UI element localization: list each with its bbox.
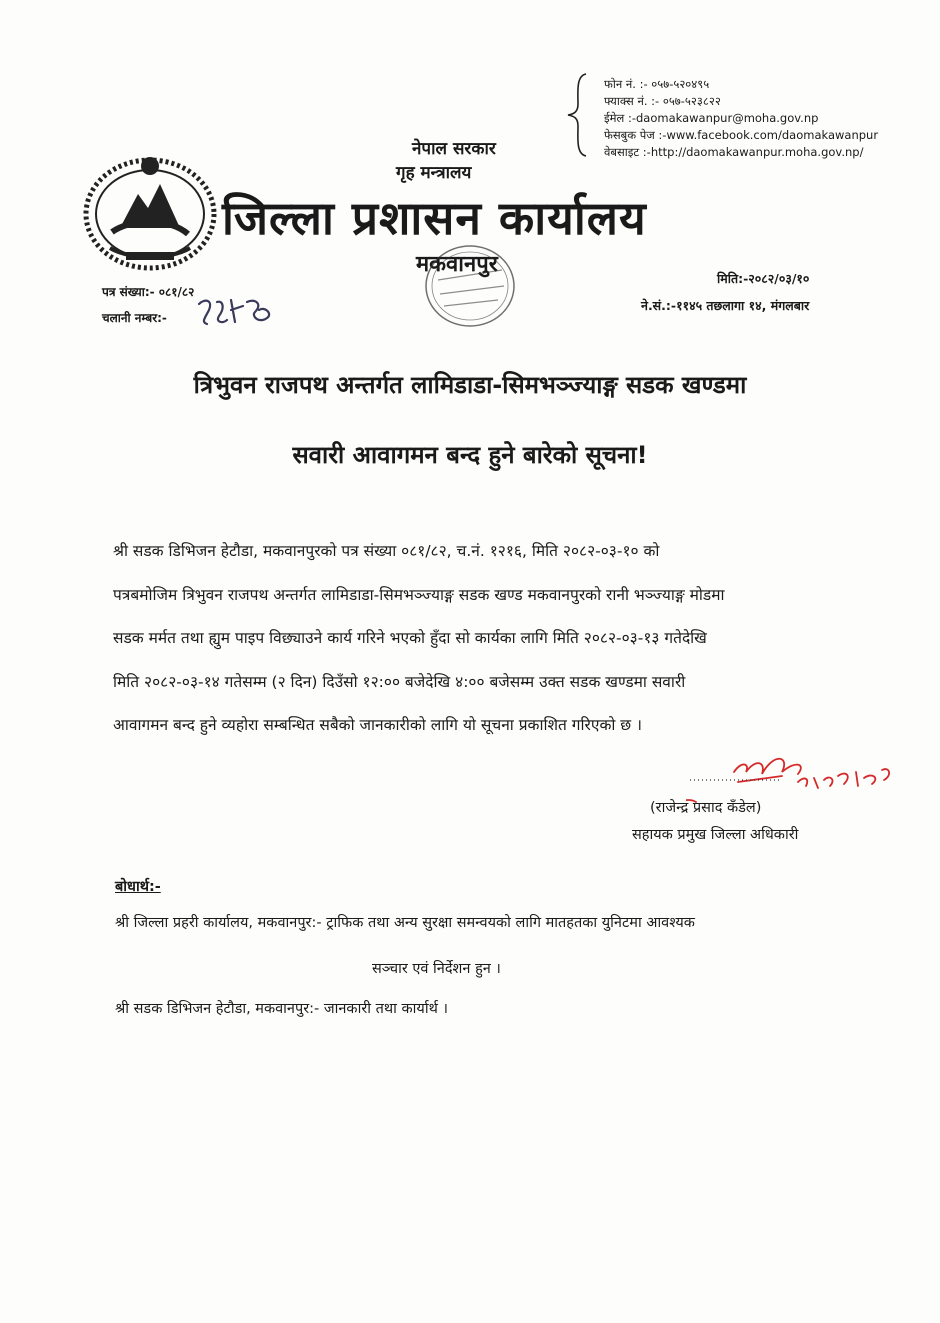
facebook-page: फेसबुक पेज :-www.facebook.com/daomakawanpur xyxy=(604,128,879,142)
notice-title-line-1: त्रिभुवन राजपथ अन्तर्गत लामिडाडा-सिमभञ्ज्याङ्ग सडक खण्डमा xyxy=(193,371,747,399)
letter-number: पत्र संख्या:- ०८१/८२ xyxy=(102,285,195,299)
cc-item: श्री सडक डिभिजन हेटौडा, मकवानपुर:- जानकारी तथा कार्यार्थ । xyxy=(115,1001,448,1017)
fax-number: फ्याक्स नं. :- ०५७-५२३८२२ xyxy=(604,94,721,108)
signatory-designation: सहायक प्रमुख जिल्ला अधिकारी xyxy=(632,827,799,843)
body-line: मिति २०८२-०३-१४ गतेसम्म (२ दिन) दिउँसो १२:०० बजेदेखि ४:०० बजेसम्म उक्त सडक खण्डमा सवारी xyxy=(113,672,686,691)
contact-info xyxy=(604,76,878,161)
cc-item-continuation: सञ्चार एवं निर्देशन हुन । xyxy=(372,961,501,977)
contact-brace xyxy=(566,72,590,158)
office-name: जिल्ला प्रशासन कार्यालय xyxy=(222,191,647,245)
office-stamp-icon xyxy=(412,240,536,332)
notice-body xyxy=(113,530,858,748)
district-name: मकवानपुर xyxy=(416,252,498,277)
nepal-sambat-date: ने.सं.:-११४५ तछलागा १४, मंगलबार xyxy=(641,298,810,313)
website-url: वेबसाइट :-http://daomakawanpur.moha.gov.np/ xyxy=(604,145,864,159)
body-line: सडक मर्मत तथा ह्युम पाइप विछ्याउने कार्य गरिने भएको हुँदा सो कार्यका लागि मिति २०८२-०३-१३ गतेदेखि xyxy=(113,629,707,647)
body-line: आवागमन बन्द हुने व्यहोरा सम्बन्धित सबैको जानकारीको लागि यो सूचना प्रकाशित गरिएको छ । xyxy=(113,716,642,734)
notice-title-line-2: सवारी आवागमन बन्द हुने बारेको सूचना! xyxy=(292,441,648,469)
letter-date: मिति:-२०८२/०३/१० xyxy=(717,271,810,286)
dispatch-number-label: चलानी नम्बर:- xyxy=(102,311,167,325)
email-address: ईमेल :-daomakawanpur@moha.gov.np xyxy=(604,111,819,125)
government-name: नेपाल सरकार xyxy=(412,139,496,159)
nepal-emblem-icon xyxy=(80,148,220,274)
body-line: श्री सडक डिभिजन हेटौडा, मकवानपुरको पत्र संख्या ०८१/८२, च.नं. १२१६, मिति २०८२-०३-१० को xyxy=(113,542,660,560)
ministry-name: गृह मन्त्रालय xyxy=(396,163,472,183)
phone-number: फोन नं. :- ०५७-५२०४९५ xyxy=(604,77,710,91)
cc-item: श्री जिल्ला प्रहरी कार्यालय, मकवानपुर:- ट्राफिक तथा अन्य सुरक्षा समन्वयको लागि मातहतका युनिटमा आवश्यक xyxy=(115,915,695,931)
signatory-name: (राजेन्द्र प्रसाद कँडेल) xyxy=(650,800,762,816)
handwritten-dispatch-number xyxy=(195,294,279,328)
body-line: पत्रबमोजिम त्रिभुवन राजपथ अन्तर्गत लामिडाडा-सिमभञ्ज्याङ्ग सडक खण्ड मकवानपुरको रानी भञ्ज्याङ्ग मोडमा xyxy=(113,585,725,604)
cc-heading: बोधार्थ:- xyxy=(115,879,161,895)
